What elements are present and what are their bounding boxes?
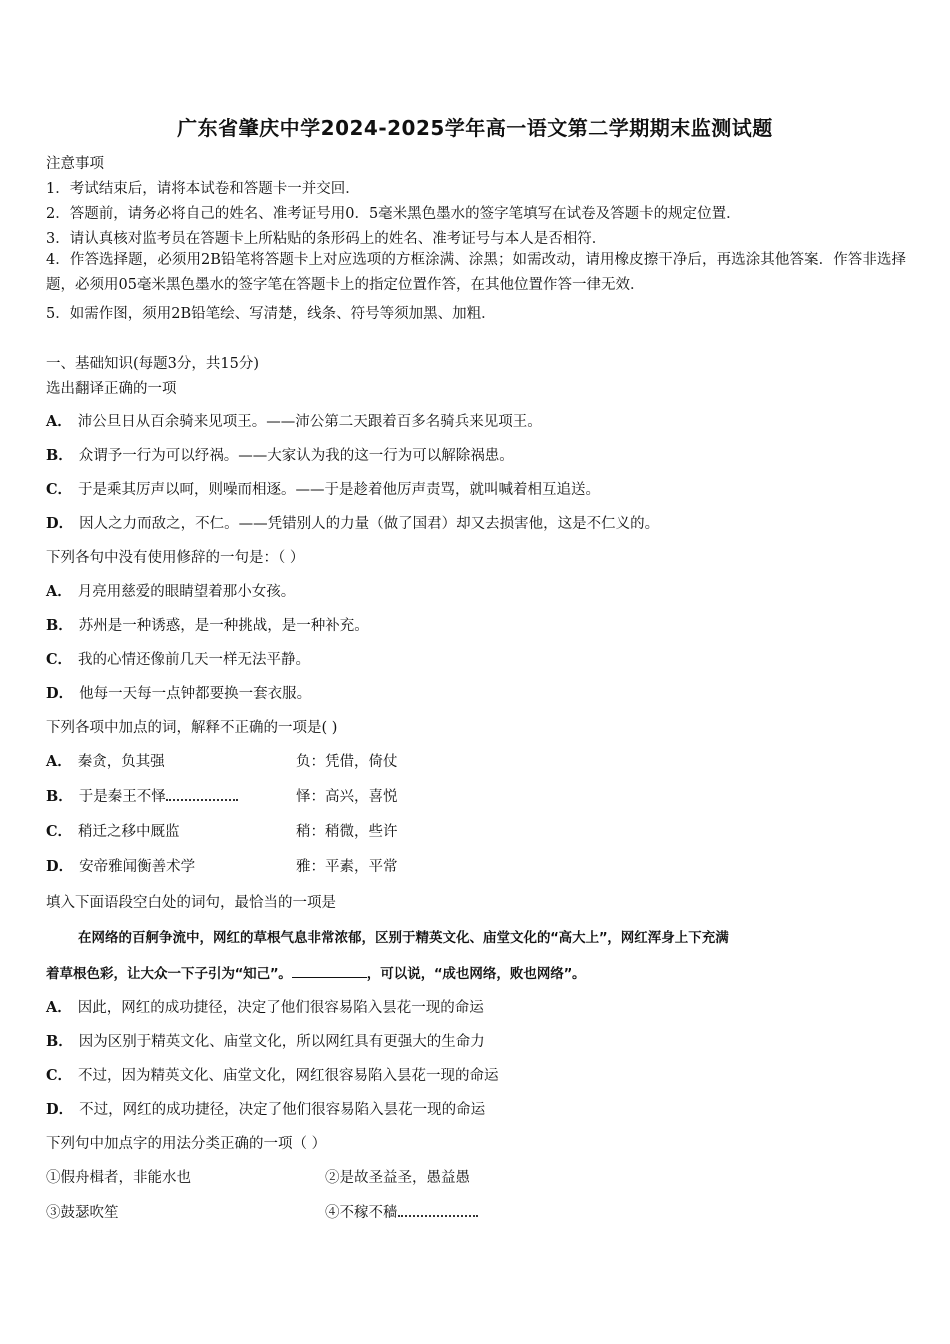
option-d[interactable]	[46, 512, 659, 533]
option-word: 于是秦王不怿	[78, 789, 166, 805]
question-stem: 选出翻译正确的一项	[46, 381, 177, 397]
question-stem: 下列各项中加点的词，解释不正确的一项是( )	[46, 720, 338, 736]
notice-item: 3．请认真核对监考员在答题卡上所粘贴的条形码上的姓名、准考证号与本人是否相符．	[46, 231, 607, 247]
list-item: ③鼓瑟吹笙	[46, 1205, 119, 1221]
option-gloss: 怿：高兴，喜悦	[296, 789, 398, 805]
option-text: 于是乘其厉声以呵，则噪而相逐。——于是趁着他厉声责骂，就叫喊着相互追送。	[78, 482, 601, 498]
option-label: C．	[46, 823, 73, 840]
option-label: B．	[46, 1033, 73, 1050]
option-a[interactable]	[46, 996, 484, 1017]
option-c[interactable]	[46, 820, 398, 841]
option-label: A．	[46, 753, 72, 770]
option-gloss: 负：凭借，倚仗	[296, 754, 398, 770]
option-text: 沛公旦日从百余骑来见项王。——沛公第二天跟着百多名骑兵来见项王。	[77, 414, 542, 430]
emphasis-dots	[166, 789, 238, 801]
emphasis-dots	[398, 1205, 478, 1217]
question-stem: 下列各句中没有使用修辞的一句是：（ ）	[46, 550, 305, 566]
option-label: B．	[46, 447, 73, 464]
page-title: 广东省肇庆中学2024-2025学年高一语文第二学期期末监测试题	[177, 116, 773, 140]
option-text: 我的心情还像前几天一样无法平静。	[78, 652, 311, 668]
question-stem: 下列句中加点字的用法分类正确的一项（ ）	[46, 1136, 327, 1152]
notice-item: 2．答题前，请务必将自己的姓名、准考证号用0．5毫米黑色墨水的签字笔填写在试卷及答题卡的规定位置．	[46, 206, 741, 222]
option-text: 月亮用慈爱的眼睛望着那小女孩。	[77, 584, 296, 600]
option-label: C．	[46, 651, 73, 668]
option-label: C．	[46, 1067, 73, 1084]
option-text: 因人之力而敌之，不仁。——凭错别人的力量（做了国君）却又去损害他，这是不仁义的。	[79, 516, 660, 532]
question-stem: 填入下面语段空白处的词句，最恰当的一项是	[46, 895, 336, 911]
option-a[interactable]	[46, 410, 542, 431]
notice-item: 5．如需作图，须用2B铅笔绘、写清楚，线条、符号等须加黑、加粗．	[46, 306, 496, 322]
option-b[interactable]	[46, 785, 398, 806]
option-label: B．	[46, 617, 73, 634]
passage-line	[46, 962, 586, 982]
option-word: 秦贪，负其强	[77, 754, 165, 770]
option-gloss: 稍：稍微，些许	[296, 824, 398, 840]
list-item-text: ④不稼不穑	[325, 1205, 398, 1221]
option-d[interactable]	[46, 1098, 485, 1119]
list-item: ①假舟楫者，非能水也	[46, 1170, 191, 1186]
option-label: D．	[46, 1101, 74, 1118]
fill-blank[interactable]	[292, 965, 367, 978]
list-item	[325, 1201, 478, 1222]
option-b[interactable]	[46, 614, 369, 635]
option-c[interactable]	[46, 648, 310, 669]
option-b[interactable]	[46, 1030, 485, 1051]
option-label: B．	[46, 788, 73, 805]
option-c[interactable]	[46, 1064, 499, 1085]
notice-item: 1．考试结束后，请将本试卷和答题卡一并交回．	[46, 181, 360, 197]
option-d[interactable]	[46, 855, 398, 876]
option-text: 因此，网红的成功捷径，决定了他们很容易陷入昙花一现的命运	[77, 1000, 484, 1016]
notice-item: 4．作答选择题，必须用2B铅笔将答题卡上对应选项的方框涂满、涂黑；如需改动，请用橡皮擦干净后，再选涂其他答案．作答非选择题，必须用05毫米黑色墨水的签字笔在答题卡上的指定位置作答，在其他位置作答一律无效．	[46, 252, 906, 293]
option-label: D．	[46, 515, 74, 532]
option-word: 稍迁之移中厩监	[78, 824, 180, 840]
passage-text: ，可以说，“成也网络，败也网络”。	[366, 966, 586, 982]
section-heading: 一、基础知识(每题3分，共15分)	[46, 356, 259, 372]
option-label: C．	[46, 481, 73, 498]
option-text: 他每一天每一点钟都要换一套衣服。	[79, 686, 312, 702]
notice-heading: 注意事项	[46, 156, 104, 172]
option-text: 不过，网红的成功捷径，决定了他们很容易陷入昙花一现的命运	[79, 1102, 486, 1118]
option-label: A．	[46, 583, 72, 600]
option-label: A．	[46, 413, 72, 430]
option-gloss: 雅：平素，平常	[296, 859, 398, 875]
item-row	[46, 1201, 906, 1222]
item-row	[46, 1166, 906, 1187]
option-text: 不过，因为精英文化、庙堂文化，网红很容易陷入昙花一现的命运	[78, 1068, 499, 1084]
passage-text: 着草根色彩，让大众一下子引为“知己”。	[46, 966, 292, 982]
option-a[interactable]	[46, 750, 398, 771]
option-c[interactable]	[46, 478, 600, 499]
option-d[interactable]	[46, 682, 311, 703]
list-item: ②是故圣益圣，愚益愚	[325, 1170, 470, 1186]
option-b[interactable]	[46, 444, 514, 465]
option-a[interactable]	[46, 580, 295, 601]
option-text: 众谓予一行为可以纾祸。——大家认为我的这一行为可以解除祸患。	[78, 448, 514, 464]
option-label: D．	[46, 685, 74, 702]
option-text: 因为区别于精英文化、庙堂文化，所以网红具有更强大的生命力	[78, 1034, 485, 1050]
passage-line: 在网络的百舸争流中，网红的草根气息非常浓郁，区别于精英文化、庙堂文化的“高大上”，网红浑身上下充满	[78, 930, 729, 946]
option-label: A．	[46, 999, 72, 1016]
option-text: 苏州是一种诱惑，是一种挑战，是一种补充。	[78, 618, 369, 634]
option-label: D．	[46, 858, 74, 875]
option-word: 安帝雅闻衡善术学	[79, 859, 196, 875]
